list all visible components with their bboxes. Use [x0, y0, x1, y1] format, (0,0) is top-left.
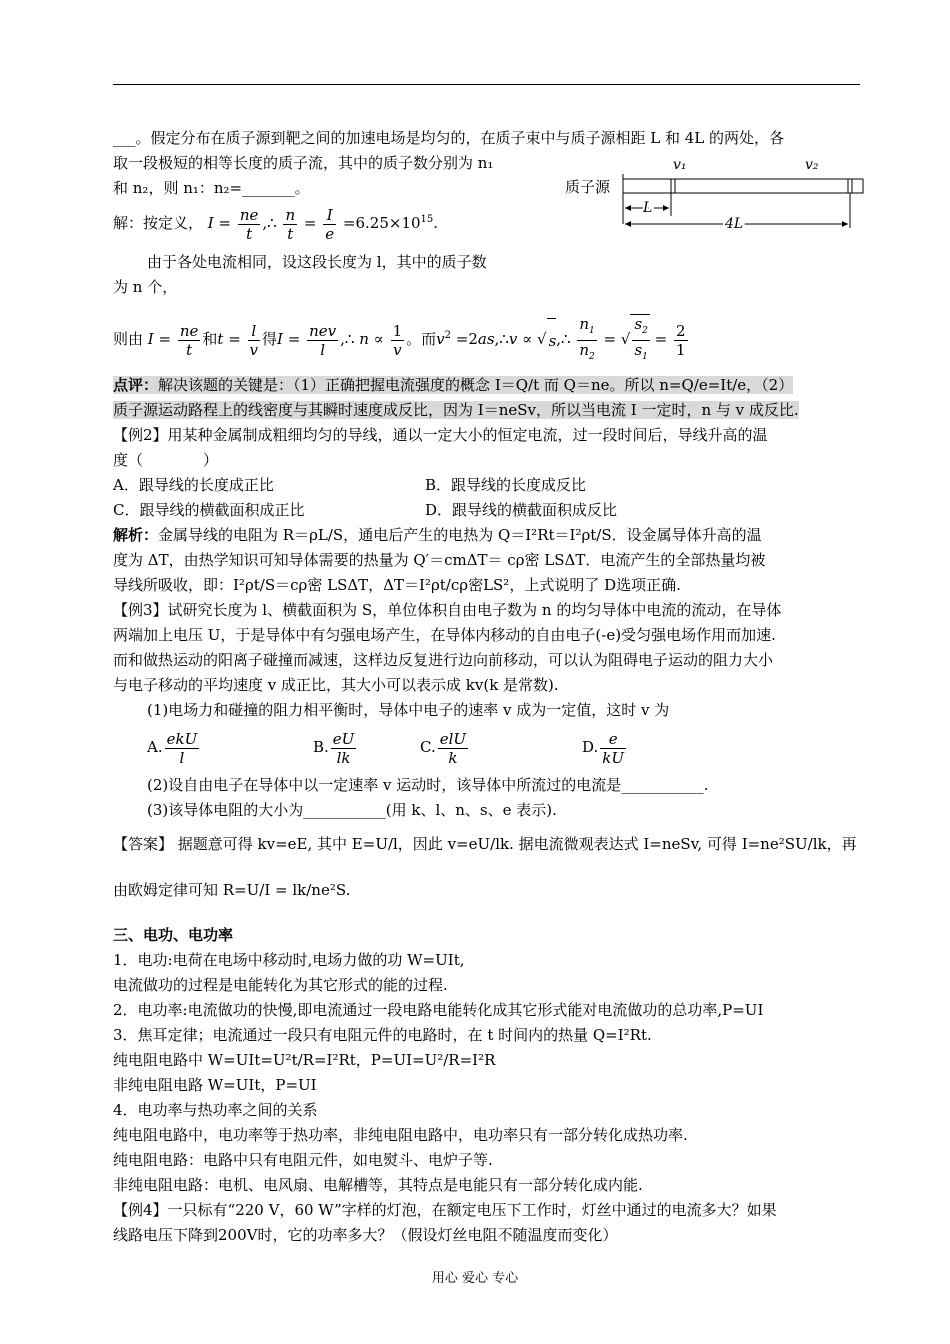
- text-line: (3)该导体电阻的大小为___________(用 k、l、n、s、e 表示).: [147, 801, 557, 819]
- header-rule: [113, 84, 860, 85]
- example-2-question: 【例2】用某种金属制成粗细均匀的导线，通以一定大小的恒定电流，过一段时间后，导线升高的温: [113, 426, 768, 444]
- text-line: 取一段极短的相等长度的质子流，其中的质子数分别为 n₁: [113, 154, 494, 172]
- option-a-fraction: A. $\frac{\text{ekU}}{l}$: [147, 729, 198, 767]
- section-heading: 三、电功、电功率: [113, 926, 234, 944]
- option-d: D．跟导线的横截面积成反比: [425, 501, 618, 519]
- answer-line: 【答案】 据题意可得 kv=eE, 其中 E=U/l，因此 v=eU/lk. 据电流微观表达式 I=neSv, 可得 I=ne²SU/lk，再: [113, 835, 857, 853]
- text-line: 2．电功率:电流做功的快慢,即电流通过一段电路电能转化成其它形式能对电流做功的总功率,P=UI: [113, 1001, 764, 1019]
- derivation-line: 则由 I = $\frac{ne}{t}$ 和t = $\frac{l}{v}$ 得I = $\frac{\text{nev}}{l}$ ,∴ n ∝ $\frac{1}{v}$ 。而$v^2$ =2as,∴v ∝ √ s,∴ $\frac{n_1}{n_2}$ = √ $\frac{s_2}{s_1}$ = $\frac{2}{1}$: [113, 314, 690, 366]
- text-line: 度（ ）: [113, 451, 219, 469]
- text-line: 纯电阻电路：电路中只有电阻元件，如电熨斗、电炉子等.: [113, 1151, 493, 1169]
- analysis-label: 解析：: [113, 526, 159, 544]
- text-line: 非纯电阻电路 W=UIt，P=UI: [113, 1076, 317, 1094]
- diagram-v2-label: v₂: [805, 157, 819, 173]
- derivation-prefix: 则由: [113, 330, 144, 348]
- text-line: ___。假定分布在质子源到靶之间的加速电场是均匀的，在质子束中与质子源相距 L 和 4L 的两处，各: [113, 129, 785, 147]
- text-line: 和 n₂，则 n₁：n₂=_______。: [113, 179, 310, 197]
- text-line: (1)电场力和碰撞的阻力相平衡时，导体中电子的速率 v 成为一定值，这时 v 为: [147, 701, 670, 719]
- comment-text: 质子源运动路程上的线密度与其瞬时速度成反比，因为 I＝neSv，所以当电流 I 一定时，n 与 v 成反比.: [113, 401, 799, 419]
- example-4-question: 【例4】一只标有“220 V，60 W”字样的灯泡，在额定电压下工作时，灯丝中通过的电流多大？如果: [113, 1201, 777, 1219]
- text-line: 4．电功率与热功率之间的关系: [113, 1101, 318, 1119]
- text-line: 为 n 个，: [113, 278, 178, 296]
- text-line: 纯电阻电路中，电功率等于热功率，非纯电阻电路中，电功率只有一部分转化成热功率.: [113, 1126, 688, 1144]
- text-line: 3．焦耳定律；电流通过一段只有电阻元件的电路时，在 t 时间内的热量 Q=I²Rt.: [113, 1026, 652, 1044]
- comment-text: 解决该题的关键是：（1）正确把握电流强度的概念 I＝Q/t 而 Q＝ne。所以 n=Q/e=It/e，（2）: [158, 376, 794, 394]
- solution-prefix: 解：按定义，: [113, 214, 204, 232]
- text-line: 导线所吸收，即：I²ρt/S＝cρ密 LSΔT，ΔT＝I²ρt/cρ密LS²，上式说明了 D选项正确.: [113, 576, 681, 594]
- text-line: 线路电压下降到200V时，它的功率多大？（假设灯丝电阻不随温度而变化）: [113, 1226, 618, 1244]
- proton-source-diagram: [565, 152, 865, 232]
- diagram-L-label: L: [643, 200, 653, 216]
- text-line: 与电子移动的平均速度 v 成正比，其大小可以表示成 kv(k 是常数).: [113, 676, 559, 694]
- text-line: 度为 ΔT，由热学知识可知导体需要的热量为 Q′＝cmΔT＝ cρ密 LSΔT．电流产生的全部热量均被: [113, 551, 766, 569]
- answer-line: 由欧姆定律可知 R=U/I = lk/ne²S.: [113, 881, 351, 899]
- comment-line: [113, 400, 799, 420]
- text-line: 电流做功的过程是电能转化为其它形式的能的过程.: [113, 976, 448, 994]
- page-footer: 用心 爱心 专心: [431, 1271, 519, 1286]
- solution-line: 解：按定义， I = $\frac{ne}{t}$ ,∴ $\frac{n}{t}$ = $\frac{I}{e}$ $=6.25\times 10^{15}$.: [113, 205, 439, 243]
- option-a: A．跟导线的长度成正比: [113, 476, 274, 494]
- analysis-line: [113, 525, 762, 545]
- comment-line: [113, 375, 793, 395]
- diagram-source-label: 质子源: [565, 178, 611, 196]
- text-line: 非纯电阻电路：电机、电风扇、电解槽等，其特点是电能只有一部分转化成内能.: [113, 1176, 643, 1194]
- option-c-fraction: C. $\frac{\text{elU}}{k}$: [420, 729, 467, 767]
- option-c: C．跟导线的横截面积成正比: [113, 501, 305, 519]
- text-line: 而和做热运动的阳离子碰撞而减速，这样边反复进行边向前移动，可以认为阻碍电子运动的阻力大小: [113, 651, 774, 669]
- text-line: 由于各处电流相同，设这段长度为 l，其中的质子数: [147, 253, 487, 271]
- option-b-fraction: B. $\frac{eU}{lk}$: [313, 729, 355, 767]
- example-3-question: 【例3】试研究长度为 l、横截面积为 S，单位体积自由电子数为 n 的均匀导体中电流的流动，在导体: [113, 601, 782, 619]
- analysis-text: 金属导线的电阻为 R＝ρL/S，通电后产生的电热为 Q＝I²Rt＝I²ρt/S．设金属导体升高的温: [158, 526, 762, 544]
- text-line: 两端加上电压 U，于是导体中有匀强电场产生，在导体内移动的自由电子(-e)受匀强电场作用而加速.: [113, 626, 776, 644]
- text-line: (2)设自由电子在导体中以一定速率 v 运动时，该导体中所流过的电流是___________.: [147, 776, 709, 794]
- text-line: 1．电功:电荷在电场中移动时,电场力做的功 W=UIt,: [113, 951, 465, 969]
- option-d-fraction: D. $\frac{e}{kU}$: [582, 729, 624, 767]
- diagram-4L-label: 4L: [725, 216, 744, 232]
- comment-label: 点评：: [113, 376, 159, 394]
- diagram-v1-label: v₁: [673, 157, 687, 173]
- text-line: 纯电阻电路中 W=UIt=U²t/R=I²Rt，P=UI=U²/R=I²R: [113, 1051, 496, 1069]
- option-b: B．跟导线的长度成反比: [425, 476, 587, 494]
